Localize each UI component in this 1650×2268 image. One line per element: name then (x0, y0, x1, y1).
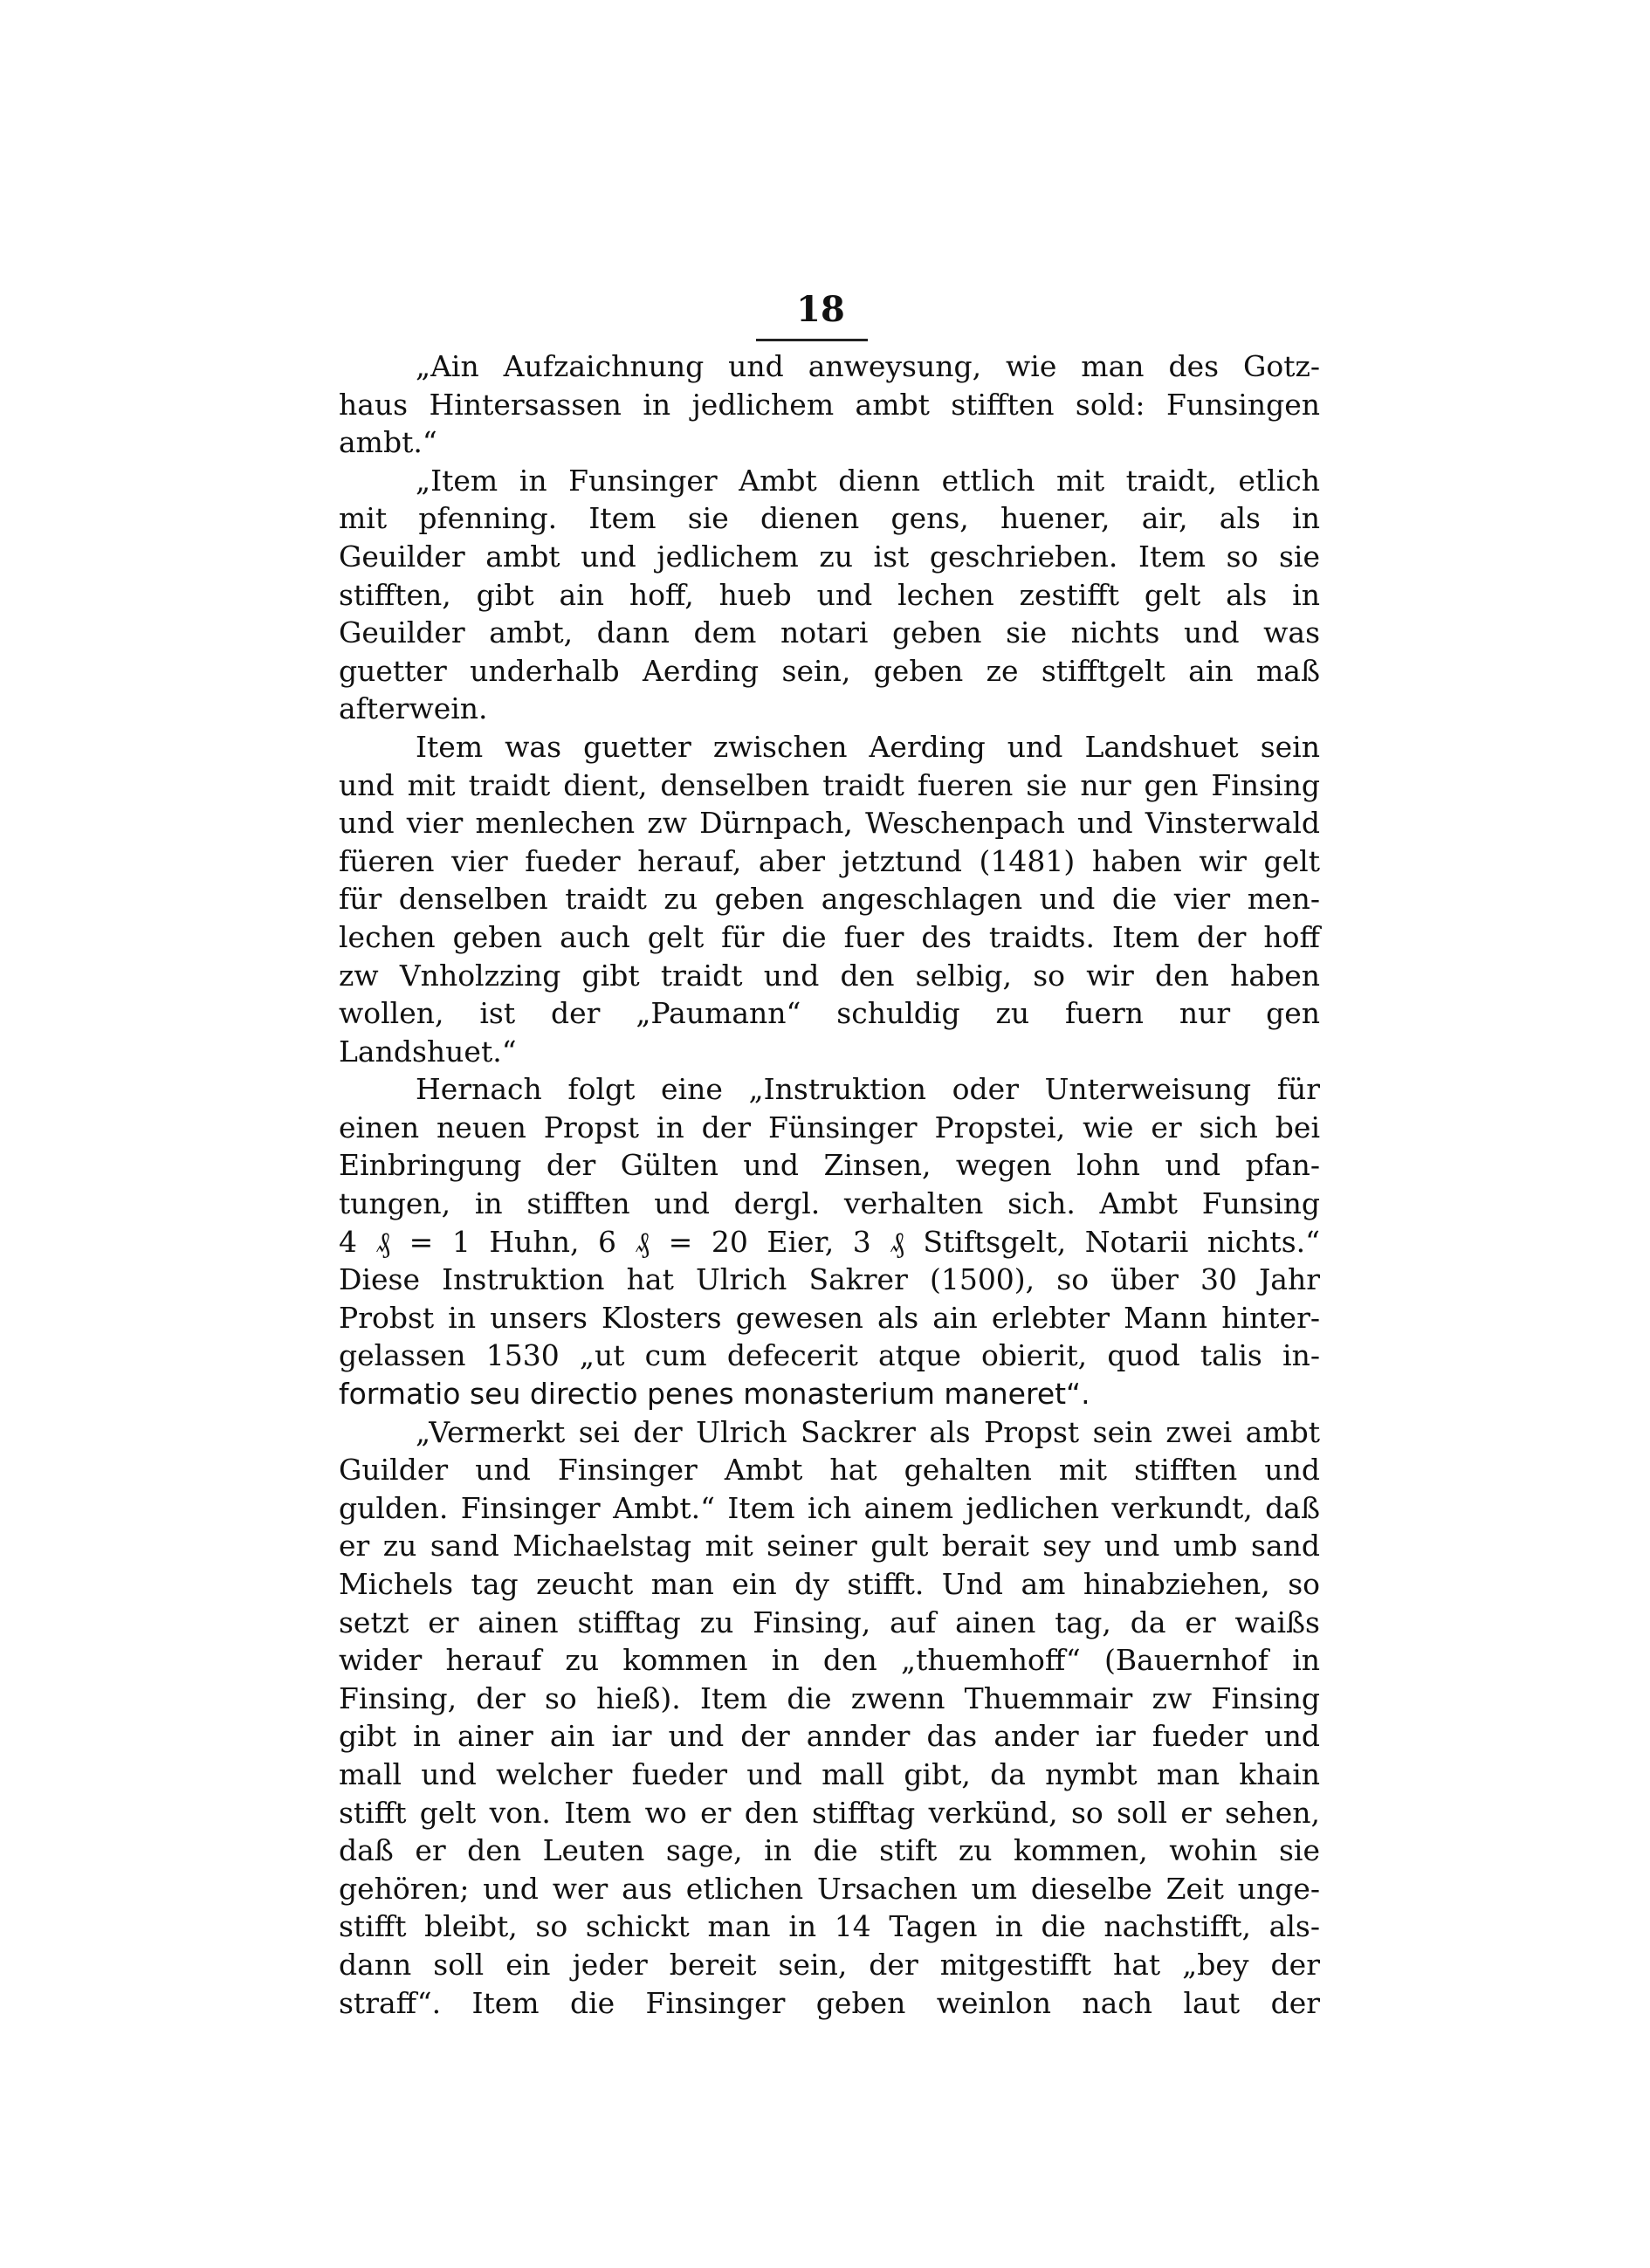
text-line: Hernach folgt eine „Instruktion oder Unterweisung für (416, 1072, 1320, 1107)
text-line: straff“. Item die Finsinger geben weinlon nach laut der (339, 1985, 1320, 2020)
text-line: mall und welcher fueder und mall gibt, da nymbt man khain (339, 1756, 1320, 1791)
text-line: stifft gelt von. Item wo er den stifftag verkünd, so soll er sehen, (339, 1795, 1320, 1830)
text-line: stifften, gibt ain hoff, hueb und lechen zestifft gelt als in (339, 577, 1320, 612)
text-line: stifft bleibt, so schickt man in 14 Tagen in die nachstifft, als- (339, 1909, 1320, 1944)
text-line: Geuilder ambt und jedlichem zu ist geschrieben. Item so sie (339, 539, 1320, 574)
text-line: gelassen 1530 „ut cum defecerit atque obierit, quod talis in- (339, 1338, 1320, 1373)
text-line: „Item in Funsinger Ambt dienn ettlich mit traidt, etlich (416, 463, 1320, 498)
text-line: Guilder und Finsinger Ambt hat gehalten mit stifften und (339, 1453, 1320, 1488)
text-line: tungen, in stifften und dergl. verhalten sich. Ambt Funsing (339, 1186, 1320, 1221)
text-line: Geuilder ambt, dann dem notari geben sie nichts und was (339, 615, 1320, 650)
text-line: er zu sand Michaelstag mit seiner gult berait sey und umb sand (339, 1529, 1320, 1564)
text-line: gibt in ainer ain iar und der annder das ander iar fueder und (339, 1719, 1320, 1754)
text-line: gulden. Finsinger Ambt.“ Item ich ainem jedlichen verkundt, daß (339, 1490, 1320, 1525)
text-line: 4 ₰ = 1 Huhn, 6 ₰ = 20 Eier, 3 ₰ Stiftsgelt, Notarii nichts.“ (339, 1224, 1320, 1259)
body-text (339, 347, 1320, 2022)
text-line: „Ain Aufzaichnung und anweysung, wie man des Gotz- (416, 349, 1320, 383)
paragraph (339, 728, 1320, 1070)
text-line: ambt.“ (339, 425, 437, 460)
text-line: und mit traidt dient, denselben traidt fueren sie nur gen Finsing (339, 767, 1320, 802)
paragraph (339, 1070, 1320, 1412)
text-line: guetter underhalb Aerding sein, geben ze stifftgelt ain maß (339, 653, 1320, 688)
text-line: afterwein. (339, 691, 488, 726)
text-line: für denselben traidt zu geben angeschlagen und die vier men- (339, 882, 1320, 917)
text-line: und vier menlechen zw Dürnpach, Weschenpach und Vinsterwald (339, 806, 1320, 841)
text-line: wollen, ist der „Paumann“ schuldig zu fuern nur gen (339, 996, 1320, 1031)
text-line: „Vermerkt sei der Ulrich Sackrer als Propst sein zwei ambt (416, 1414, 1320, 1449)
text-line: Einbringung der Gülten und Zinsen, wegen lohn und pfan- (339, 1148, 1320, 1183)
text-line: zw Vnholzzing gibt traidt und den selbig, so wir den haben (339, 958, 1320, 993)
text-line: daß er den Leuten sage, in die stift zu kommen, wohin sie (339, 1833, 1320, 1868)
text-line: haus Hintersassen in jedlichem ambt stifften sold: Funsingen (339, 387, 1320, 422)
text-line: mit pfenning. Item sie dienen gens, huener, air, als in (339, 501, 1320, 536)
text-line: Landshuet.“ (339, 1034, 517, 1069)
text-line: Probst in unsers Klosters gewesen als ain erlebter Mann hinter- (339, 1300, 1320, 1335)
page-number: 18 (796, 289, 845, 330)
paragraph (339, 1413, 1320, 2023)
text-line: gehören; und wer aus etlichen Ursachen um dieselbe Zeit unge- (339, 1871, 1320, 1906)
text-line: Michels tag zeucht man ein dy stifft. Und am hinabziehen, so (339, 1567, 1320, 1601)
paragraph (339, 462, 1320, 728)
text-line: wider herauf zu kommen in den „thuemhoff“ (Bauernhof in (339, 1643, 1320, 1678)
text-line: Diese Instruktion hat Ulrich Sakrer (1500), so über 30 Jahr (339, 1262, 1320, 1297)
text-line: formatio seu directio penes monasterium maneret“. (339, 1377, 1090, 1412)
text-line: lechen geben auch gelt für die fuer des traidts. Item der hoff (339, 919, 1320, 954)
text-line: füeren vier fueder herauf, aber jetztund (1481) haben wir gelt (339, 843, 1320, 878)
text-line: setzt er ainen stifftag zu Finsing, auf ainen tag, da er waißs (339, 1605, 1320, 1639)
text-line: dann soll ein jeder bereit sein, der mitgestifft hat „bey der (339, 1947, 1320, 1982)
paragraph (339, 347, 1320, 462)
page-number-rule (756, 339, 868, 341)
text-line: Finsing, der so hieß). Item die zwenn Thuemmair zw Finsing (339, 1680, 1320, 1715)
text-line: Item was guetter zwischen Aerding und Landshuet sein (416, 729, 1320, 764)
text-line: einen neuen Propst in der Fünsinger Propstei, wie er sich bei (339, 1110, 1320, 1144)
